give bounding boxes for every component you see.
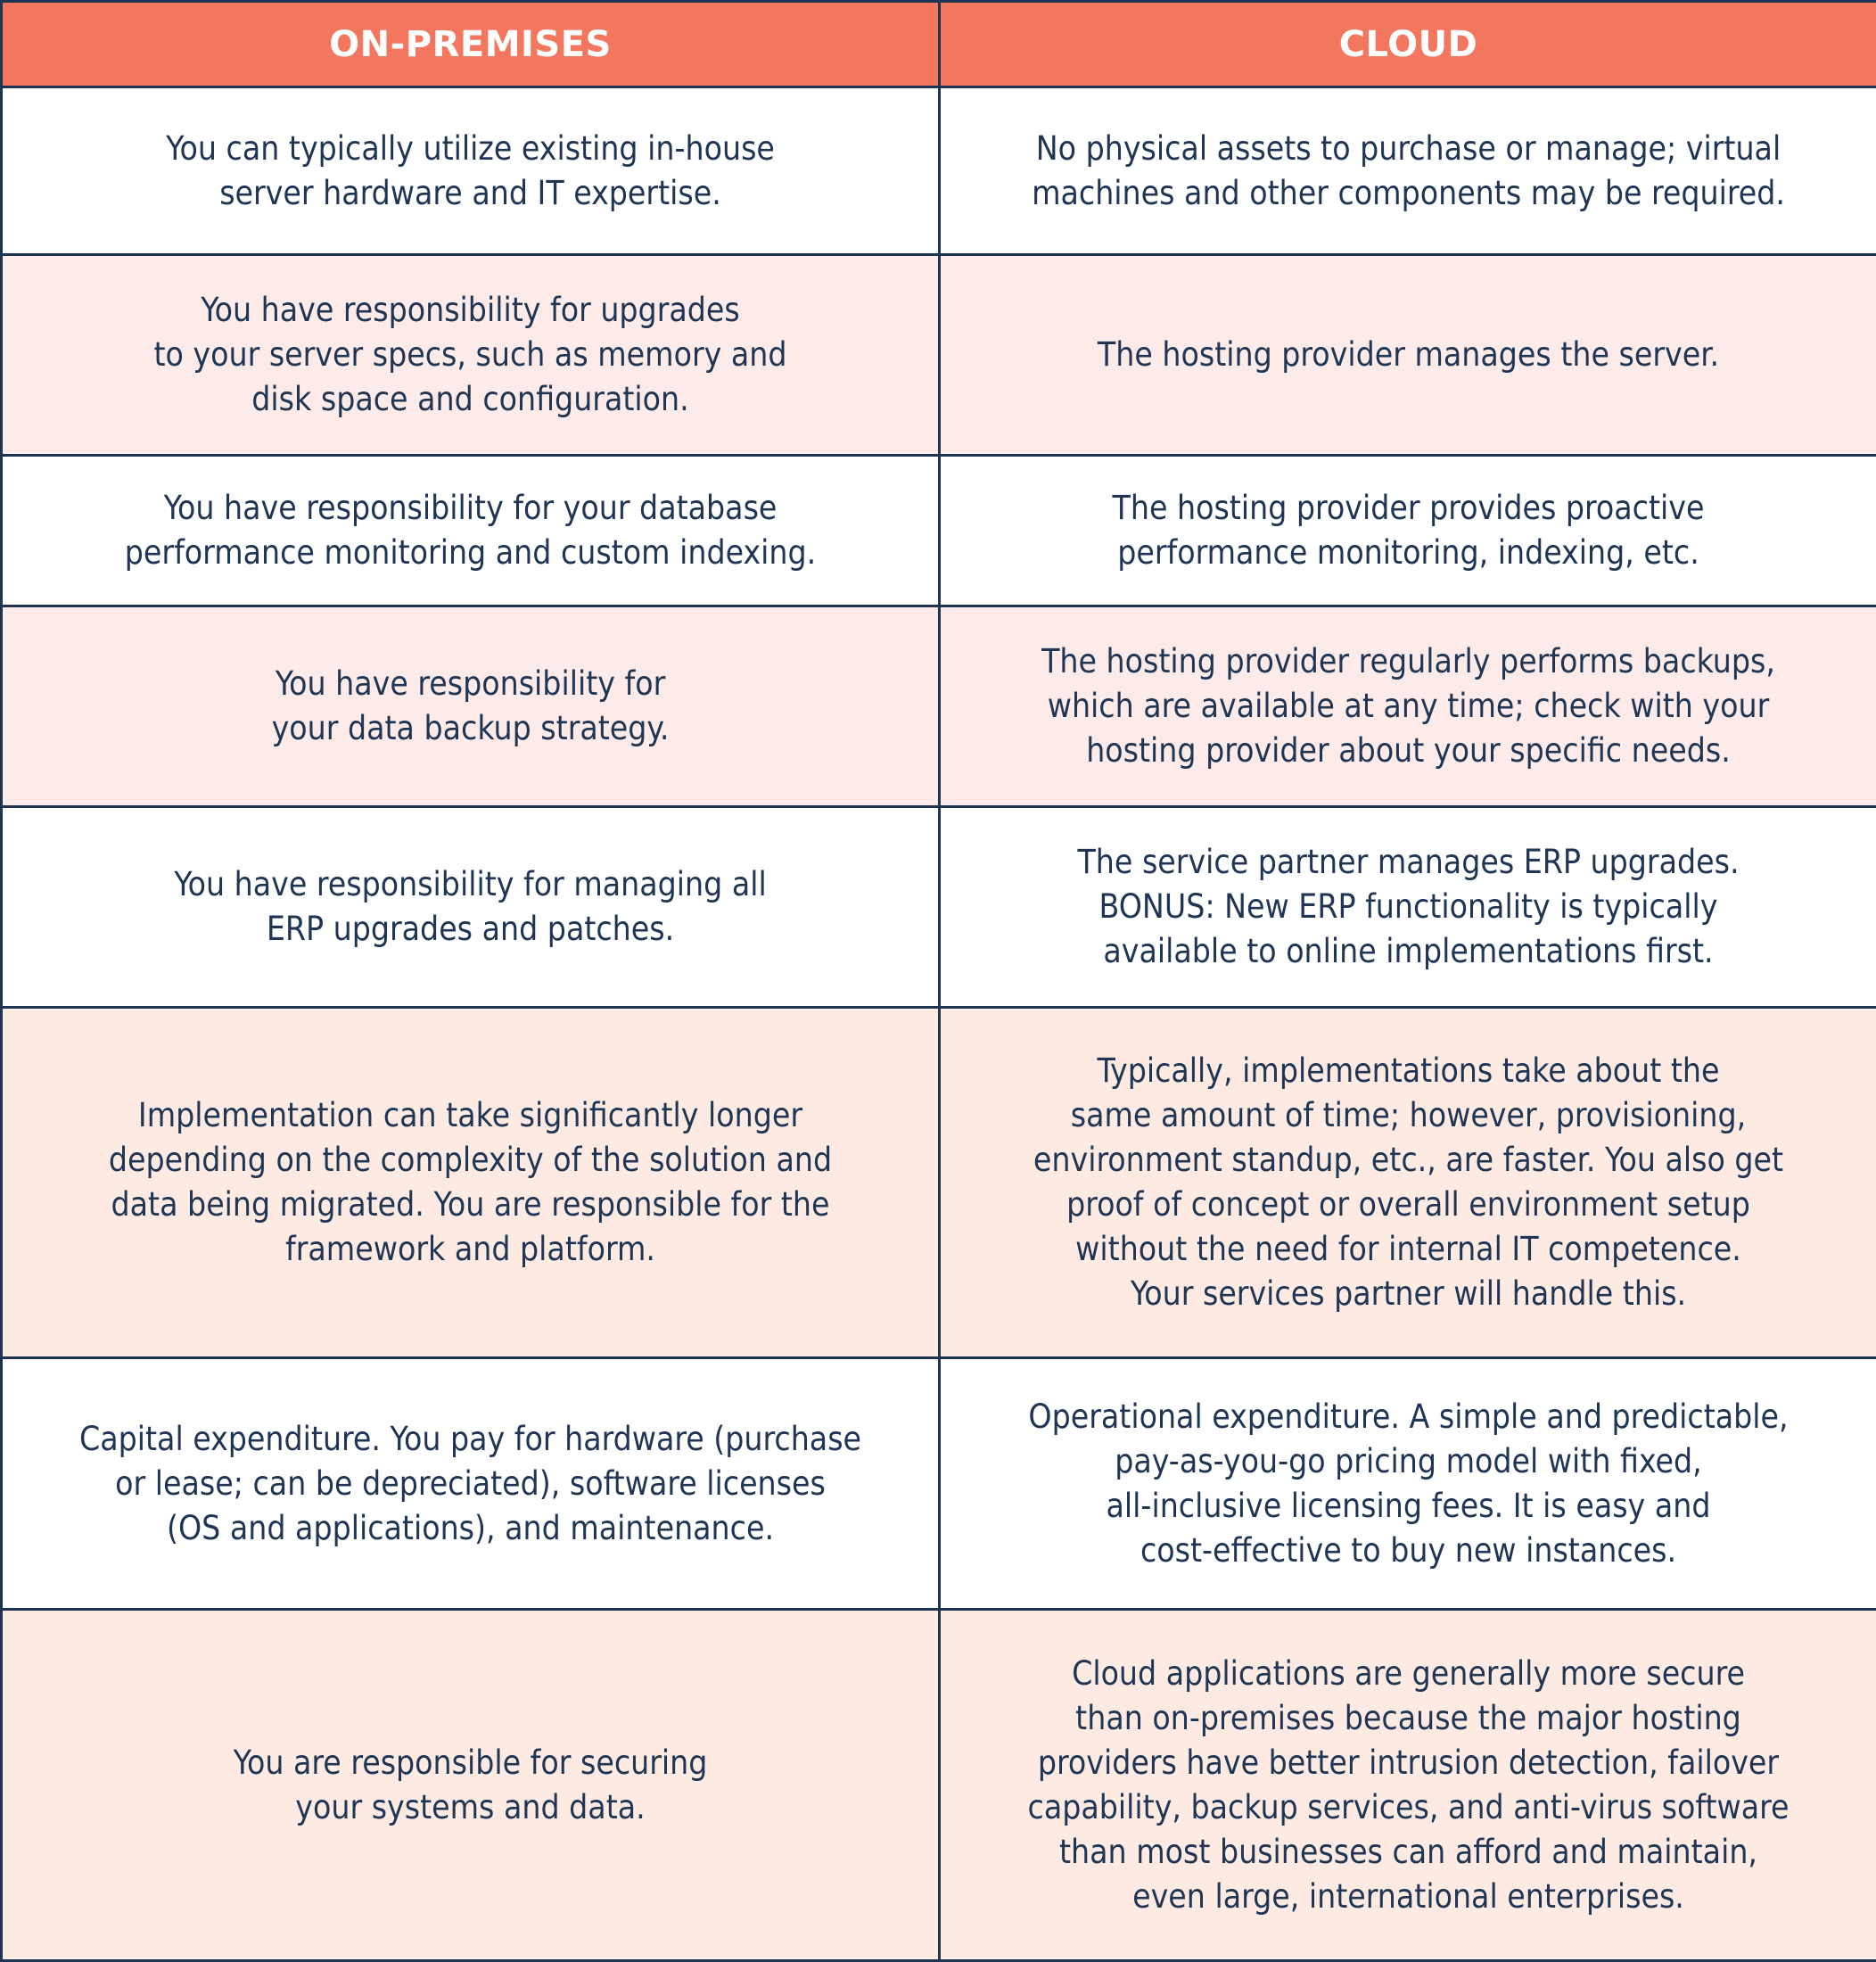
- cloud-cell: No physical assets to purchase or manage; virtual machines and other components may be required.: [940, 87, 1876, 255]
- on-premises-cell: You have responsibility for upgrades to your server specs, such as memory and disk space and configuration.: [2, 255, 940, 456]
- on-premises-cell: You are responsible for securing your systems and data.: [2, 1610, 940, 1961]
- table-row: [2, 1008, 1876, 1358]
- on-premises-cell: You have responsibility for your database performance monitoring and custom indexing.: [2, 456, 940, 606]
- cloud-cell: The hosting provider manages the server.: [940, 255, 1876, 456]
- cloud-cell: Operational expenditure. A simple and predictable, pay-as-you-go pricing model with fixed, all-inclusive licensing fees. It is easy and cost-effective to buy new instances.: [940, 1358, 1876, 1610]
- table-row: [2, 1610, 1876, 1961]
- table-row: [2, 606, 1876, 807]
- header-row: [2, 2, 1876, 87]
- cloud-cell: Typically, implementations take about the same amount of time; however, provisioning, environment standup, etc., are faster. You also get proof of concept or overall environment setup without the need for internal IT competence. Your services partner will handle this.: [940, 1008, 1876, 1358]
- table-row: [2, 87, 1876, 255]
- table-row: [2, 255, 1876, 456]
- table-row: [2, 1358, 1876, 1610]
- table-row: [2, 456, 1876, 606]
- on-premises-cell: You can typically utilize existing in-house server hardware and IT expertise.: [2, 87, 940, 255]
- cloud-cell: Cloud applications are generally more secure than on-premises because the major hosting providers have better intrusion detection, failover capability, backup services, and anti-virus software than most businesses can afford and maintain, even large, international enterprises.: [940, 1610, 1876, 1961]
- table-row: [2, 807, 1876, 1008]
- header-cloud: CLOUD: [940, 2, 1876, 87]
- on-premises-cell: You have responsibility for your data backup strategy.: [2, 606, 940, 807]
- on-premises-cell: You have responsibility for managing all ERP upgrades and patches.: [2, 807, 940, 1008]
- cloud-cell: The service partner manages ERP upgrades. BONUS: New ERP functionality is typically available to online implementations first.: [940, 807, 1876, 1008]
- on-premises-cell: Implementation can take significantly longer depending on the complexity of the solution and data being migrated. You are responsible for the framework and platform.: [2, 1008, 940, 1358]
- on-premises-cell: Capital expenditure. You pay for hardware (purchase or lease; can be depreciated), software licenses (OS and applications), and maintenance.: [2, 1358, 940, 1610]
- cloud-cell: The hosting provider regularly performs backups, which are available at any time; check with your hosting provider about your specific needs.: [940, 606, 1876, 807]
- cloud-cell: The hosting provider provides proactive performance monitoring, indexing, etc.: [940, 456, 1876, 606]
- header-on-premises: ON-PREMISES: [2, 2, 940, 87]
